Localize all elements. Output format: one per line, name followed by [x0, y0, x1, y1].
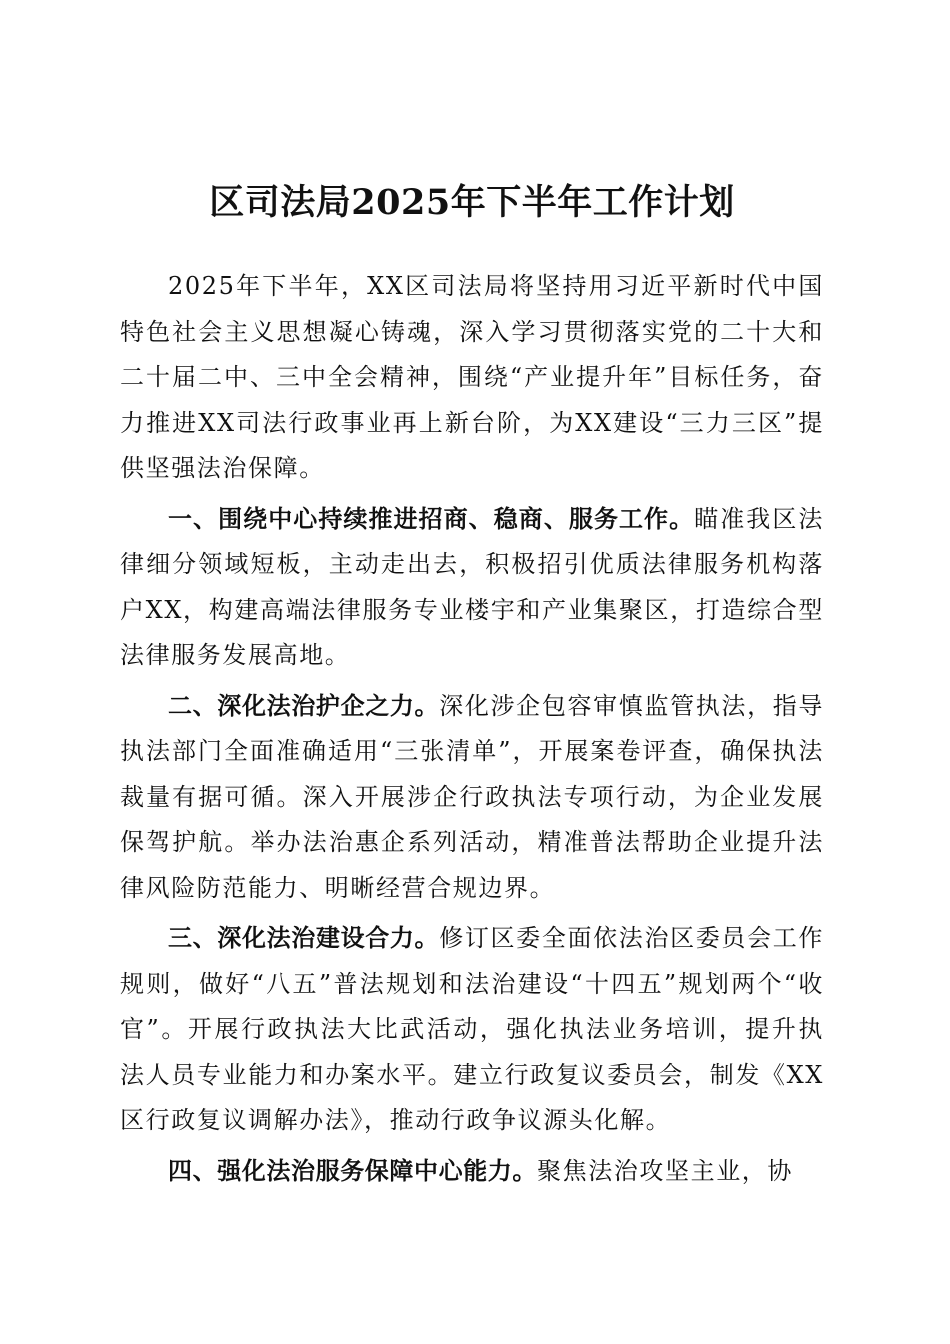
section-body-3: 修订区委全面依法治区委员会工作规则，做好“八五”普法规划和法治建设“十四五”规划两个“收官”。开展行政执法大比武活动，强化执法业务培训，提升执法人员专业能力和办案水平。建立行政复议委员会，制发《XX区行政复议调解办法》，推动行政争议源头化解。: [120, 924, 824, 1134]
section-body-4: 聚焦法治攻坚主业，协: [537, 1156, 793, 1185]
document-title: 区司法局2025年下半年工作计划: [209, 182, 735, 223]
section-heading-1: 一、围绕中心持续推进招商、稳商、服务工作。: [168, 504, 695, 533]
section-paragraph-4: [120, 1149, 824, 1195]
section-paragraph-1: [120, 497, 824, 679]
section-paragraph-2: [120, 684, 824, 912]
section-heading-4: 四、强化法治服务保障中心能力。: [168, 1156, 537, 1185]
section-paragraph-3: [120, 916, 824, 1144]
section-body-1: 瞄准我区法律细分领域短板，主动走出去，积极招引优质法律服务机构落户XX，构建高端法律服务专业楼宇和产业集聚区，打造综合型法律服务发展高地。: [120, 504, 824, 669]
section-heading-2: 二、深化法治护企之力。: [168, 691, 440, 720]
section-heading-3: 三、深化法治建设合力。: [168, 924, 440, 952]
section-body-2: 深化涉企包容审慎监管执法，指导执法部门全面准确适用“三张清单”，开展案卷评查，确保执法裁量有据可循。深入开展涉企行政执法专项行动，为企业发展保驾护航。举办法治惠企系列活动，精准普法帮助企业提升法律风险防范能力、明晰经营合规边界。: [120, 691, 824, 902]
intro-paragraph: 2025年下半年，XX区司法局将坚持用习近平新时代中国特色社会主义思想凝心铸魂，深入学习贯彻落实党的二十大和二十届二中、三中全会精神，围绕“产业提升年”目标任务，奋力推进XX司法行政事业再上新台阶，为XX建设“三力三区”提供坚强法治保障。: [120, 272, 824, 482]
